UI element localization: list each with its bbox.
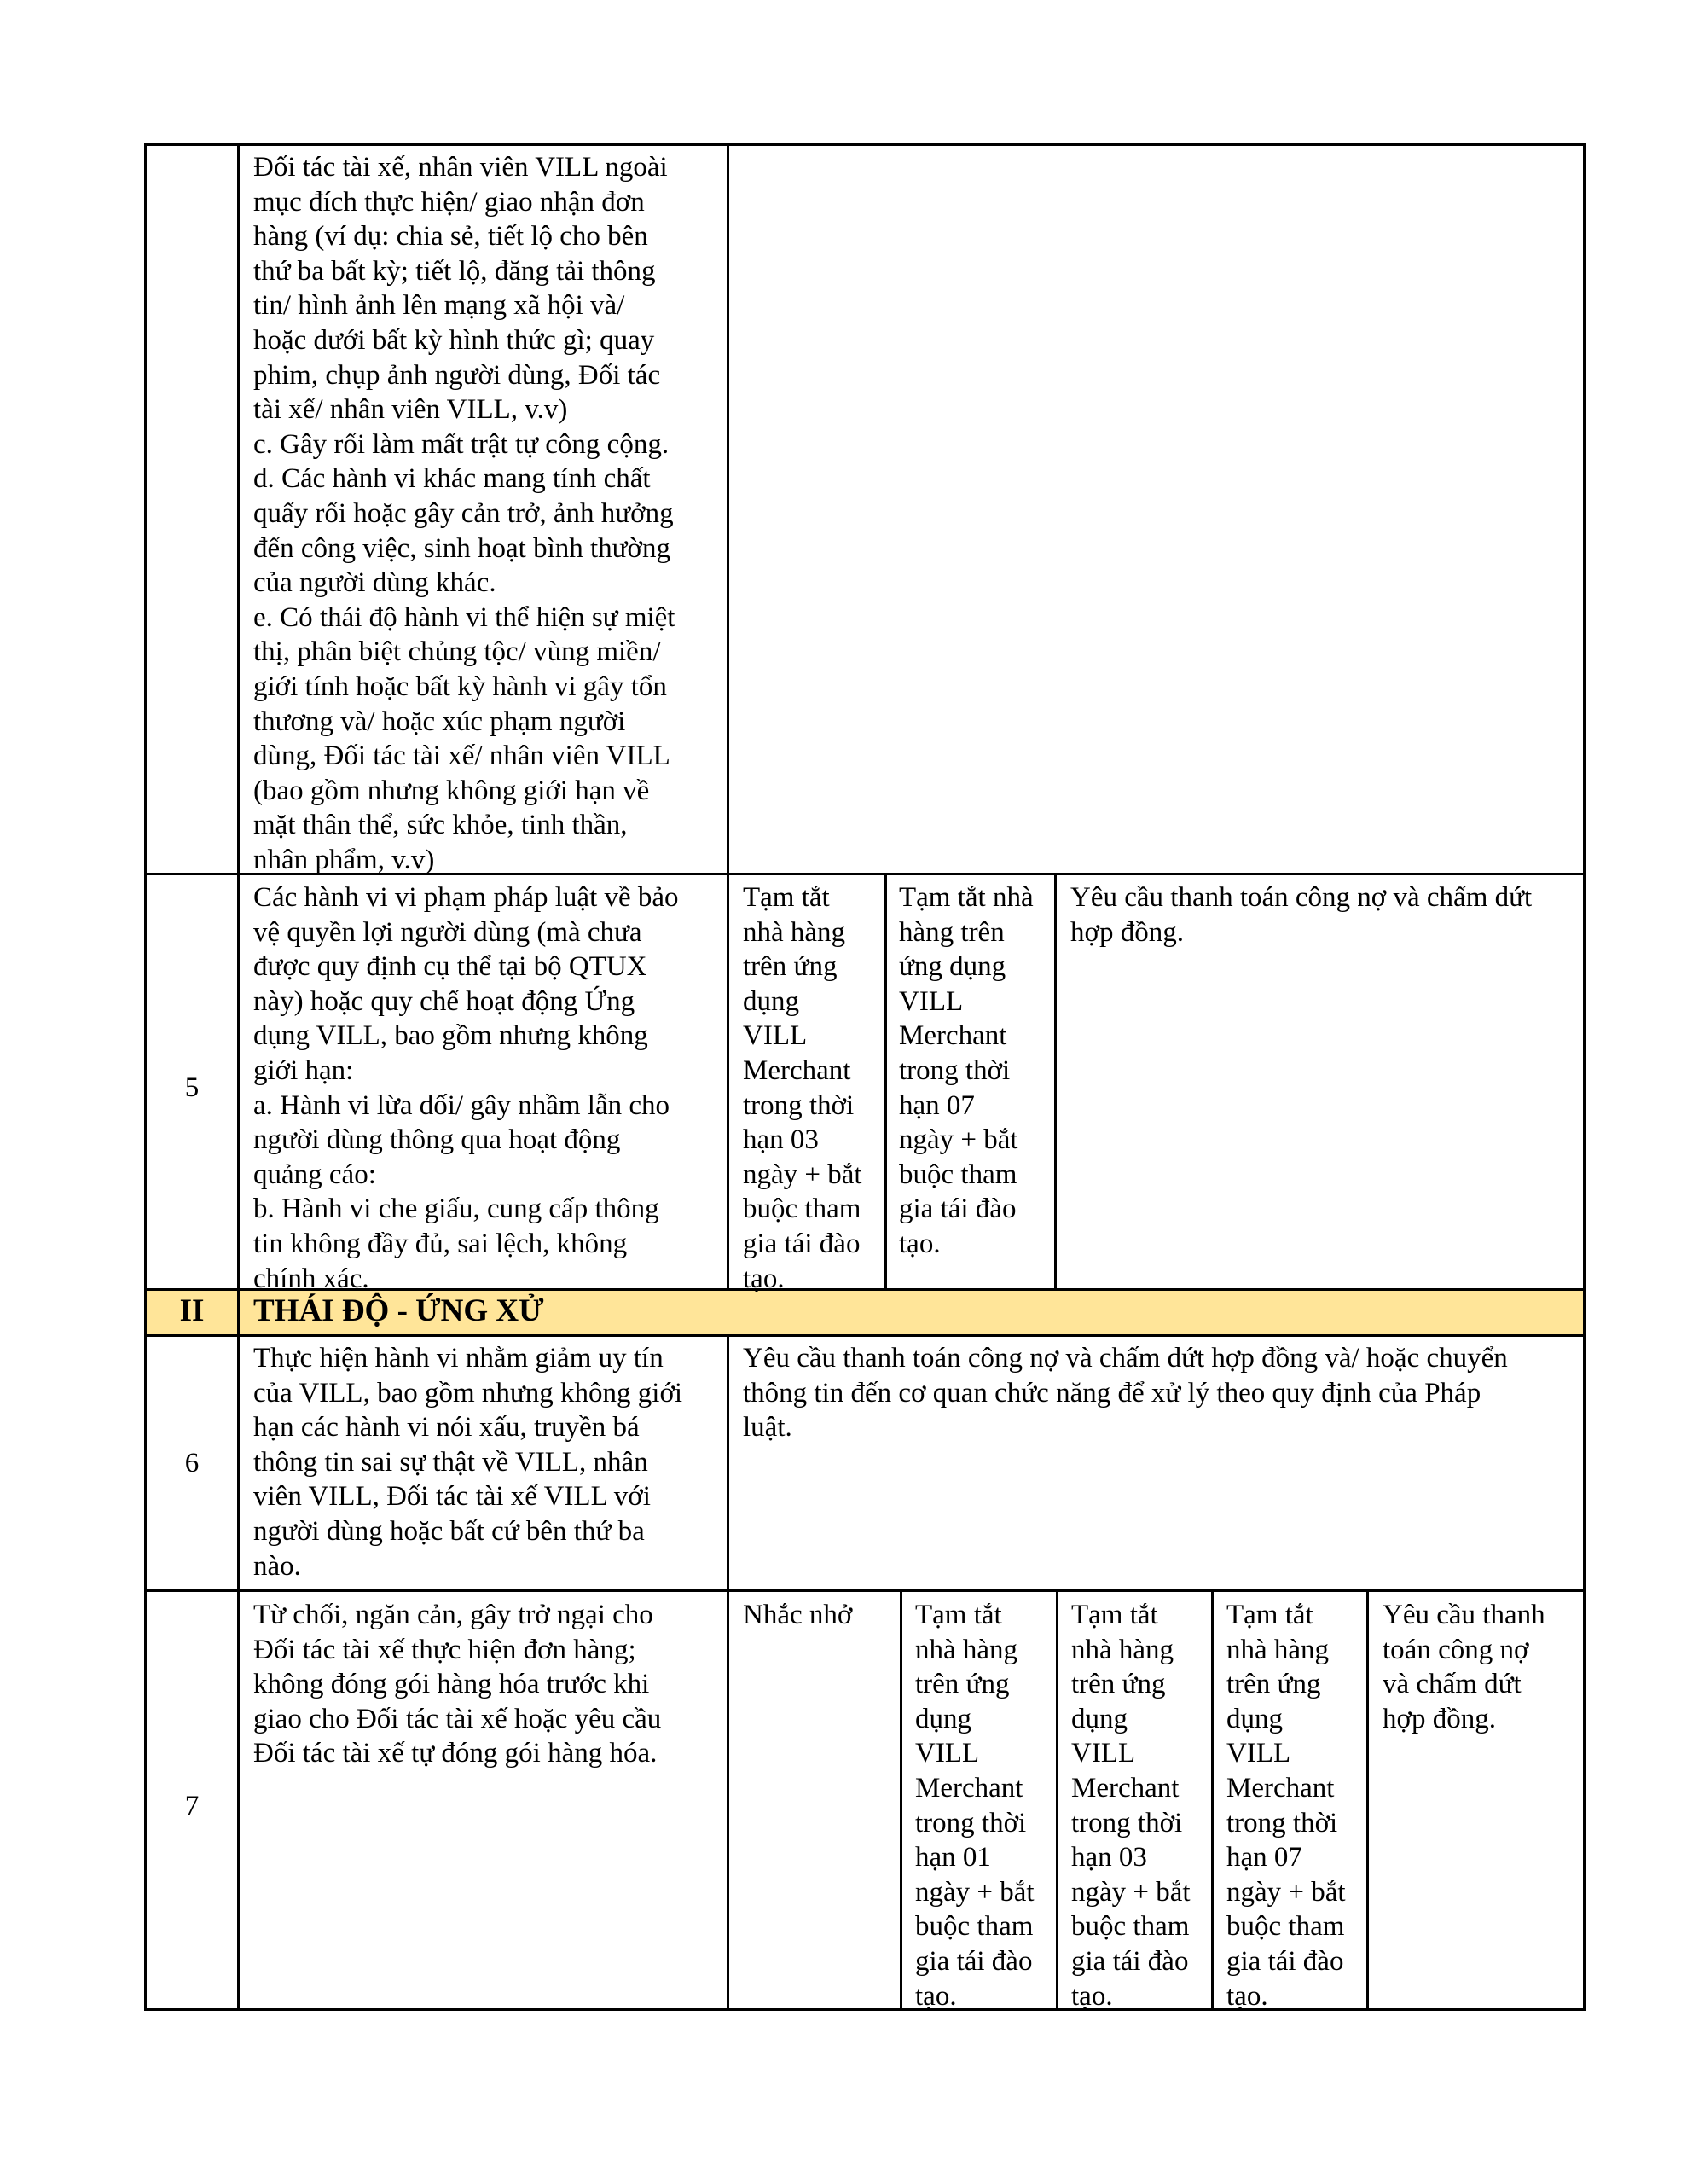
row-5-penalty-2: Tạm tắt nhà hàng trên ứng dụng VILL Merchant trong thời hạn 07 ngày + bắt buộc tham gia tái đào tạo.	[899, 882, 1034, 1259]
row-7-penalty-1: Nhắc nhở	[743, 1600, 853, 1630]
row-5-penalty-3: Yêu cầu thanh toán công nợ và chấm dứt hợp đồng.	[1070, 882, 1533, 948]
section-ii-title: THÁI ĐỘ - ỨNG XỬ	[253, 1293, 544, 1328]
table-border	[727, 1334, 729, 2011]
table-border	[144, 2008, 1586, 2011]
row-5-number: 5	[184, 1072, 200, 1103]
row-4-description: Đối tác tài xế, nhân viên VILL ngoài mục đích thực hiện/ giao nhận đơn hàng (ví dụ: chia sẻ, tiết lộ cho bên thứ ba bất kỳ; tiết lộ, đăng tải thông tin/ hình ảnh lên mạng xã hội và/ hoặc dưới bất kỳ hình thức gì; quay phim, chụp ảnh người dùng, Đối tác tài xế/ nhân viên VILL, v.v) c. Gây rối làm mất trật tự công cộng. d. Các hành vi khác mang tính chất quấy rối hoặc gây cản trở, ảnh hưởng đến công việc, sinh hoạt bình thường của người dùng khác. e. Có thái độ hành vi thể hiện sự miệt thị, phân biệt chủng tộc/ vùng miền/ giới tính hoặc bất kỳ hành vi gây tổn thương và/ hoặc xúc phạm người dùng, Đối tác tài xế/ nhân viên VILL (bao gồm nhưng không giới hạn về mặt thân thể, sức khỏe, tinh thần, nhân phẩm, v.v)	[253, 152, 675, 875]
table-border	[144, 143, 1586, 146]
row-6-description: Thực hiện hành vi nhằm giảm uy tín của VILL, bao gồm nhưng không giới hạn các hành vi nói xấu, truyền bá thông tin sai sự thật về VILL, nhân viên VILL, Đối tác tài xế VILL với người dùng hoặc bất cứ bên thứ ba nào.	[253, 1343, 683, 1582]
table-border	[884, 873, 887, 1290]
row-6-penalty: Yêu cầu thanh toán công nợ và chấm dứt hợp đồng và/ hoặc chuyển thông tin đến cơ quan chức năng để xử lý theo quy định của Pháp luật.	[743, 1343, 1508, 1443]
table-border	[1366, 1589, 1369, 2011]
table-border	[144, 1334, 1586, 1337]
row-6-number: 6	[184, 1448, 200, 1478]
row-7-penalty-5: Yêu cầu thanh toán công nợ và chấm dứt hợp đồng.	[1383, 1600, 1545, 1734]
table-border	[1056, 1589, 1058, 2011]
row-7-description: Từ chối, ngăn cản, gây trở ngại cho Đối tác tài xế thực hiện đơn hàng; không đóng gói hàng hóa trước khi giao cho Đối tác tài xế hoặc yêu cầu Đối tác tài xế tự đóng gói hàng hóa.	[253, 1600, 662, 1769]
row-7-penalty-4: Tạm tắt nhà hàng trên ứng dụng VILL Merchant trong thời hạn 07 ngày + bắt buộc tham gia tái đào tạo.	[1226, 1600, 1346, 2012]
table-border	[1211, 1589, 1214, 2011]
row-7-penalty-2: Tạm tắt nhà hàng trên ứng dụng VILL Merchant trong thời hạn 01 ngày + bắt buộc tham gia tái đào tạo.	[915, 1600, 1035, 2012]
table-border	[237, 1290, 240, 1336]
table-border	[144, 1589, 1586, 1592]
table-border	[1054, 873, 1057, 1290]
table-border	[727, 143, 729, 1290]
row-7-penalty-3: Tạm tắt nhà hàng trên ứng dụng VILL Merchant trong thời hạn 03 ngày + bắt buộc tham gia tái đào tạo.	[1071, 1600, 1191, 2012]
table-border	[900, 1589, 902, 2011]
table-border	[237, 143, 240, 1290]
table-border	[237, 1334, 240, 2011]
row-5-description: Các hành vi vi phạm pháp luật về bảo vệ quyền lợi người dùng (mà chưa được quy định cụ thể tại bộ QTUX này) hoặc quy chế hoạt động Ứng dụng VILL, bao gồm nhưng không giới hạn: a. Hành vi lừa dối/ gây nhầm lẫn cho người dùng thông qua hoạt động quảng cáo: b. Hành vi che giấu, cung cấp thông tin không đầy đủ, sai lệch, không chính xác.	[253, 882, 679, 1294]
row-5-penalty-1: Tạm tắt nhà hàng trên ứng dụng VILL Merchant trong thời hạn 03 ngày + bắt buộc tham gia tái đào tạo.	[743, 882, 862, 1294]
section-ii-number: II	[179, 1293, 205, 1328]
row-7-number: 7	[184, 1791, 200, 1821]
table-border	[1583, 143, 1586, 2011]
